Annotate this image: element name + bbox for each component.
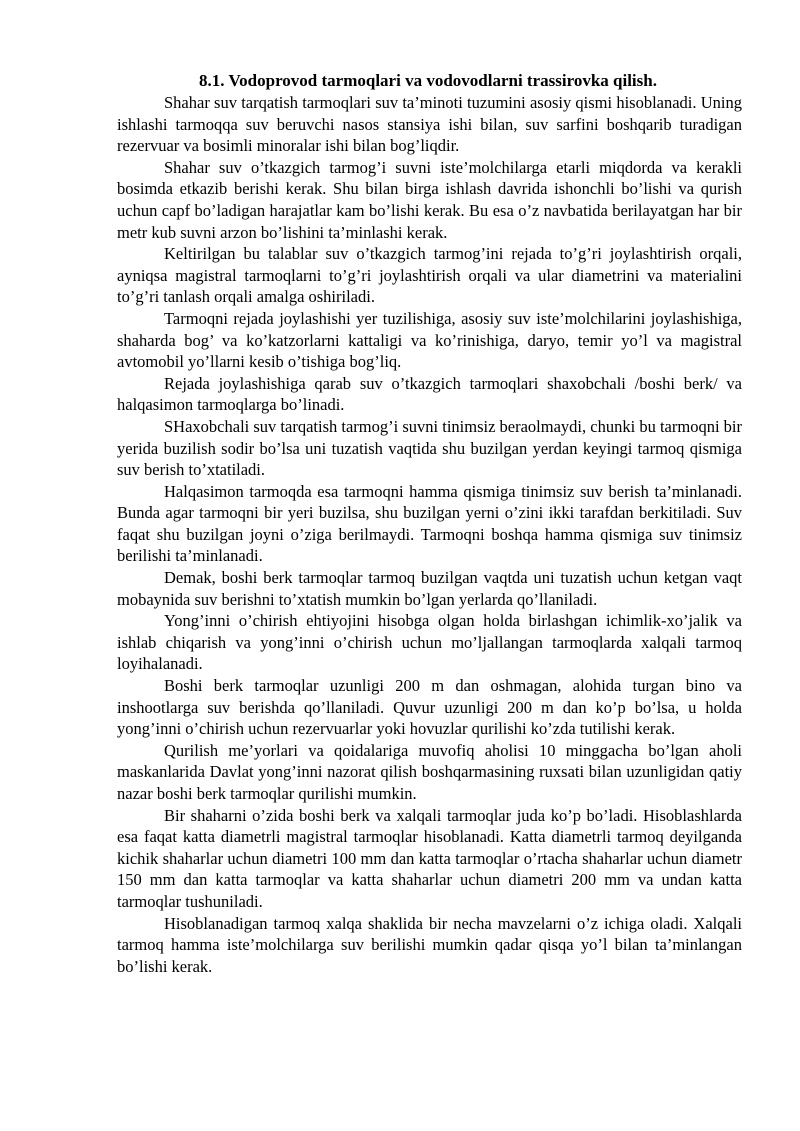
paragraph-4: Tarmoqni rejada joylashishi yer tuzilishiga, asosiy suv iste’molchilarini joylashishiga, shaharda bog’ va ko’katzorlarni kattaligi va ko’rinishiga, daryo, temir yo’l va magistral avtomobil yo’llarni kesib o’tishiga bog’liq.	[117, 308, 742, 372]
paragraph-3: Keltirilgan bu talablar suv o’tkazgich tarmog’ini rejada to’g’ri joylashtirish orqali, ayniqsa magistral tarmoqlarni to’g’ri joylashtirish orqali va ular diametrini va materialini to’g’ri tanlash orqali amalga oshiriladi.	[117, 244, 742, 307]
paragraph-8: Demak, boshi berk tarmoqlar tarmoq buzilgan vaqtda uni tuzatish uchun ketgan vaqt mobaynida suv berishni to’xtatish mumkin bo’lgan yerlarda qo’llaniladi.	[117, 568, 742, 609]
paragraph-10: Boshi berk tarmoqlar uzunligi 200 m dan oshmagan, alohida turgan bino va inshootlarga suv berishda qo’llaniladi. Quvur uzunligi 200 m dan ko’p bo’lsa, u holda yong’inni o’chirish uchun rezervuarlar yoki hovuzlar qurilishi ko’zda tutilishi kerak.	[117, 676, 742, 739]
paragraph-6: SHaxobchali suv tarqatish tarmog’i suvni tinimsiz beraolmaydi, chunki bu tarmoqni bir yerida buzilish sodir bo’lsa uni tuzatish vaqtida shu buzilgan yerdan keyingi tarmoq qismiga suv berish to’xtatiladi.	[117, 416, 742, 480]
paragraph-12: Bir shaharni o’zida boshi berk va xalqali tarmoqlar juda ko’p bo’ladi. Hisoblashlarda esa faqat katta diametrli magistral tarmoqlar hisoblanadi. Katta diametrli tarmoq deyilganda kichik shaharlar uchun diametri 100 mm dan katta tarmoqlar o’rtacha shaharlar uchun diametr 150 mm dan katta tarmoqlar va katta shaharlar uchun diametri 200 mm va undan katta tarmoqlar tushuniladi.	[117, 805, 742, 911]
paragraph-5: Rejada joylashishiga qarab suv o’tkazgich tarmoqlari shaxobchali /boshi berk/ va halqasimon tarmoqlarga bo’linadi.	[117, 373, 742, 415]
paragraph-7: Halqasimon tarmoqda esa tarmoqni hamma qismiga tinimsiz suv berish ta’minlanadi. Bunda agar tarmoqni bir yeri buzilsa, shu buzilgan yerni o’zini ikki tarafdan berkitiladi. Suv faqat shu buzilgan joyni o’ziga berilmaydi. Tarmoqni boshqa hamma qismiga suv tinimsiz berilishi ta’minlanadi.	[117, 481, 742, 566]
paragraph-9: Yong’inni o’chirish ehtiyojini hisobga olgan holda birlashgan ichimlik-xo’jalik va ishlab chiqarish va yong’inni o’chirish uchun mo’ljallangan tarmoqlarda xalqali tarmoq loyihalanadi.	[117, 611, 742, 674]
paragraph-11: Qurilish me’yorlari va qoidalariga muvofiq aholisi 10 minggacha bo’lgan aholi maskanlarida Davlat yong’inni nazorat qilish boshqarmasining ruxsati bilan uzunligidan qatiy nazar boshi berk tarmoqlar qurilishi mumkin.	[117, 740, 742, 803]
paragraph-2: Shahar suv o’tkazgich tarmog’i suvni iste’molchilarga etarli miqdorda va kerakli bosimda etkazib berishi kerak. Shu bilan birga ishlash davrida ishonchli bo’lishi va qurish uchun capf bo’ladigan harajatlar kam bo’lishi kerak. Bu esa o’z navbatida berilayatgan har bir metr kub suvni arzon bo’lishini ta’minlashi kerak.	[117, 157, 742, 242]
paragraph-13: Hisoblanadigan tarmoq xalqa shaklida bir necha mavzelarni o’z ichiga oladi. Xalqali tarmoq hamma iste’molchilarga suv berilishi mumkin qadar qisqa yo’l bilan ta’minlangan bo’lishi kerak.	[117, 913, 742, 976]
section-title: 8.1. Vodoprovod tarmoqlari va vodovodlarni trassirovka qilish.	[199, 71, 657, 90]
paragraph-1: Shahar suv tarqatish tarmoqlari suv ta’minoti tuzumini asosiy qismi hisoblanadi. Uning ishlashi tarmoqqa suv beruvchi nasos stansiya ishi bilan, suv sarfini boshqarib turadigan rezervuar va bosimli minoralar ishi bilan bog’liqdir.	[117, 93, 742, 156]
